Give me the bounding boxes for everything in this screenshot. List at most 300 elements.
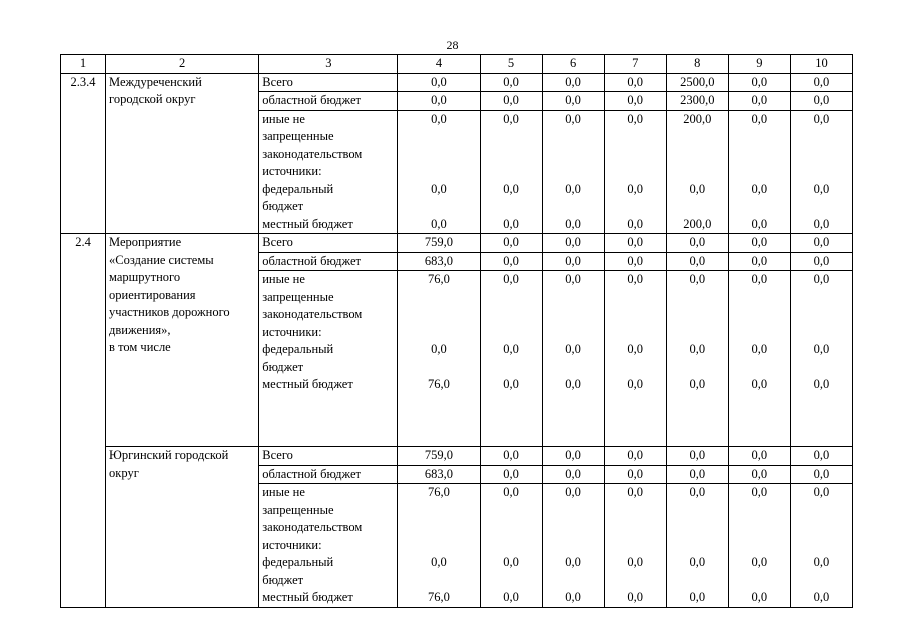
spacer [543,502,604,520]
source-label-line: бюджет [262,572,304,587]
value: 0,0 [503,485,519,499]
value: 0,0 [503,253,519,268]
spacer [729,146,790,164]
value-cell [398,92,480,111]
value-cell [480,234,542,253]
value-cell [666,252,728,271]
spacer [605,289,666,307]
source-label-cell [259,271,398,447]
source-label-line: иные не [262,272,305,286]
value-cell [790,110,852,234]
value-cell [480,110,542,234]
value-cell [728,252,790,271]
header-cell: 5 [480,55,542,74]
spacer [398,519,479,537]
value: 0,0 [813,555,830,569]
value: 76,0 [428,377,450,391]
spacer [605,324,666,342]
value-cell [604,447,666,466]
value: 0,0 [627,216,643,231]
value: 0,0 [751,74,768,89]
spacer [667,324,728,342]
value-cell [728,271,790,447]
value: 0,0 [431,216,447,231]
header-cell: 9 [728,55,790,74]
value: 0,0 [751,485,768,499]
value-cell [480,484,542,608]
value-cell [666,465,728,484]
row-name-line: Мероприятие [109,235,182,249]
spacer [398,572,479,590]
value: 0,0 [565,111,581,126]
source-label-line: федеральный [262,555,334,569]
row-name-line: движения», [109,322,171,337]
value: 76,0 [428,485,450,499]
row-name-line: Междуреченский [109,74,202,89]
spacer [398,306,479,324]
value: 0,0 [689,253,706,268]
value: 0,0 [503,235,519,249]
spacer [667,146,728,164]
value: 0,0 [627,253,643,268]
spacer [543,198,604,216]
row-code-cell [61,447,106,608]
value: 0,0 [751,93,768,107]
value: 0,0 [813,448,830,462]
spacer [605,146,666,164]
spacer [262,411,394,429]
table-row [61,234,853,253]
spacer [729,502,790,520]
spacer [791,146,852,164]
value-cell [398,252,480,271]
value: 0,0 [627,342,643,356]
spacer [605,502,666,520]
source-label-line: запрещенные [262,129,334,143]
value: 0,0 [503,74,519,89]
value: 0,0 [565,74,581,89]
value-cell [604,484,666,608]
value: 0,0 [627,555,643,569]
value-cell [728,110,790,234]
value-cell [728,447,790,466]
table-row [61,73,853,92]
source-label-line: законодательством [262,307,363,321]
source-label-line: федеральный [262,181,334,196]
value-cell [666,73,728,92]
value: 0,0 [627,93,643,107]
value: 0,0 [751,235,768,249]
value: 0,0 [689,448,706,462]
spacer [667,306,728,324]
spacer [729,537,790,555]
spacer [543,324,604,342]
spacer [543,359,604,377]
value: 0,0 [503,590,519,604]
spacer [729,289,790,307]
value: 0,0 [565,216,581,231]
header-cell: 7 [604,55,666,74]
value-cell [480,447,542,466]
value: 0,0 [689,181,706,196]
value-cell [728,484,790,608]
value: 0,0 [689,342,706,356]
spacer [729,128,790,146]
value-cell [666,110,728,234]
spacer [605,198,666,216]
spacer [605,359,666,377]
spacer [262,429,394,447]
source-label-line: запрещенные [262,289,334,304]
spacer [729,306,790,324]
source-label-cell [259,110,398,234]
spacer [791,537,852,555]
spacer [791,324,852,342]
value: 0,0 [565,181,581,196]
value: 0,0 [431,111,447,126]
row-code: 2.3.4 [70,74,96,89]
value: 0,0 [813,253,830,268]
value: 0,0 [503,448,519,462]
row-code-cell [61,234,106,447]
value-cell [542,92,604,111]
source-label-cell [259,92,398,111]
row-name-line: участников дорожного [109,305,230,319]
value: 0,0 [813,235,830,249]
spacer [398,198,479,216]
value: 0,0 [627,272,643,286]
source-label-line: иные не [262,485,305,499]
spacer [481,519,542,537]
spacer [791,163,852,181]
value-cell [790,234,852,253]
spacer [667,163,728,181]
spacer [481,163,542,181]
spacer [605,306,666,324]
spacer [605,572,666,590]
value: 0,0 [565,253,581,268]
header-cell: 3 [259,55,398,74]
value-cell [398,465,480,484]
spacer [667,502,728,520]
spacer [481,359,542,377]
row-code [64,447,102,465]
spacer [398,537,479,555]
spacer [398,502,479,520]
value: 0,0 [431,74,447,89]
value-cell [480,92,542,111]
value: 0,0 [751,377,768,391]
value: 0,0 [627,111,643,126]
value: 0,0 [431,181,447,196]
value-cell [666,484,728,608]
source-label-cell [259,465,398,484]
row-name-line: ориентирования [109,287,196,302]
value: 2300,0 [680,93,715,107]
spacer [481,537,542,555]
source-label-line: местный бюджет [262,377,353,391]
spacer [791,128,852,146]
spacer [791,198,852,216]
value: 0,0 [751,216,768,231]
value: 0,0 [751,555,768,569]
spacer [481,289,542,307]
spacer [543,146,604,164]
spacer [481,572,542,590]
value-cell [398,234,480,253]
value: 0,0 [503,555,519,569]
value: 0,0 [503,216,519,231]
spacer [667,289,728,307]
row-name-line: городской округ [109,92,196,106]
source-label-line: иные не [262,111,305,126]
value: 0,0 [689,555,706,569]
value: 759,0 [424,235,454,249]
row-name-cell [106,73,259,234]
value: 0,0 [565,93,581,107]
source-label: Всего [262,235,293,249]
value-cell [480,252,542,271]
value-cell [666,234,728,253]
value-cell [480,271,542,447]
value: 0,0 [751,466,768,481]
value: 0,0 [689,272,706,286]
value-cell [790,271,852,447]
spacer [543,306,604,324]
spacer [729,359,790,377]
value-cell [604,110,666,234]
spacer [667,537,728,555]
value-cell [666,271,728,447]
value: 0,0 [689,377,706,391]
source-label-line: федеральный [262,342,334,356]
source-label: Всего [262,448,293,462]
value-cell [790,73,852,92]
value-cell [480,73,542,92]
value: 0,0 [431,342,447,356]
value: 0,0 [431,555,447,569]
value: 0,0 [503,181,519,196]
value-cell [728,465,790,484]
spacer [605,537,666,555]
value: 0,0 [813,93,830,107]
value: 0,0 [503,93,519,107]
source-label-line: местный бюджет [262,216,353,231]
row-code-cell [61,73,106,234]
value-cell [790,252,852,271]
spacer [667,519,728,537]
value: 0,0 [627,485,643,499]
spacer [543,163,604,181]
value: 0,0 [813,485,830,499]
value: 0,0 [627,448,643,462]
source-label-line: бюджет [262,199,304,213]
spacer [791,572,852,590]
value: 0,0 [813,111,830,126]
value: 0,0 [813,181,830,196]
value-cell [604,271,666,447]
value: 200,0 [683,216,712,231]
value-cell [604,92,666,111]
value: 0,0 [431,93,447,107]
value-cell [542,110,604,234]
header-cell: 8 [666,55,728,74]
source-label-line: источники: [262,537,322,552]
value-cell [542,484,604,608]
value-cell [790,465,852,484]
value: 0,0 [751,253,768,268]
value: 0,0 [813,216,830,231]
value: 0,0 [565,342,581,356]
value-cell [542,252,604,271]
spacer [667,572,728,590]
value: 759,0 [424,448,454,462]
spacer [481,502,542,520]
value: 2500,0 [680,74,715,89]
spacer [543,572,604,590]
spacer [398,146,479,164]
row-name-cell [106,447,259,608]
value: 0,0 [751,272,768,286]
value: 76,0 [428,272,450,286]
spacer [398,324,479,342]
value-cell [542,234,604,253]
spacer [729,324,790,342]
value: 0,0 [627,466,643,481]
value: 0,0 [565,448,581,462]
header-cell: 10 [790,55,852,74]
value: 0,0 [627,590,643,604]
value-cell [542,73,604,92]
row-name-line: маршрутного [109,270,181,284]
value-cell [604,234,666,253]
header-row [61,55,853,74]
header-cell: 6 [542,55,604,74]
row-name-line: «Создание системы [109,252,214,267]
value-cell [604,73,666,92]
value-cell [542,271,604,447]
value: 0,0 [503,272,519,286]
source-label-line: источники: [262,164,322,178]
spacer [262,394,394,412]
spacer [667,198,728,216]
value: 0,0 [813,342,830,356]
value: 76,0 [428,590,450,604]
page-number: 28 [446,38,459,52]
value: 0,0 [503,377,519,391]
spacer [481,324,542,342]
source-label-cell [259,252,398,271]
value: 0,0 [503,342,519,356]
budget-table-wrapper [60,54,853,608]
value: 0,0 [565,555,581,569]
value-cell [398,484,480,608]
value: 0,0 [565,466,581,481]
spacer [791,519,852,537]
value-cell [398,73,480,92]
value: 0,0 [813,272,830,286]
source-label-cell [259,447,398,466]
value-cell [604,252,666,271]
value-cell [728,234,790,253]
value: 0,0 [813,74,830,89]
budget-table [60,54,853,608]
value: 0,0 [565,485,581,499]
source-label-line: законодательством [262,520,363,534]
source-label-cell [259,73,398,92]
value: 0,0 [627,74,643,89]
spacer [729,163,790,181]
spacer [543,537,604,555]
value-cell [542,465,604,484]
value: 0,0 [565,590,581,604]
source-label: Всего [262,74,293,89]
value-cell [398,110,480,234]
value-cell [398,271,480,447]
value: 0,0 [689,485,706,499]
spacer [398,359,479,377]
value-cell [790,447,852,466]
source-label-cell [259,234,398,253]
value: 0,0 [689,235,706,249]
spacer [729,198,790,216]
value: 0,0 [565,272,581,286]
spacer [543,289,604,307]
value: 0,0 [503,466,519,481]
value-cell [728,73,790,92]
spacer [398,128,479,146]
value-cell [790,92,852,111]
value-cell [480,465,542,484]
value: 0,0 [689,466,706,481]
value: 0,0 [627,235,643,249]
value: 200,0 [683,111,712,126]
spacer [729,572,790,590]
table-body [61,73,853,607]
header-cell: 4 [398,55,480,74]
source-label-cell [259,484,398,608]
header-cell: 1 [61,55,106,74]
value: 0,0 [751,590,768,604]
source-label-line: запрещенные [262,502,334,517]
spacer [729,519,790,537]
spacer [398,163,479,181]
spacer [481,128,542,146]
value-cell [542,447,604,466]
source-label-line: законодательством [262,146,363,161]
spacer [791,306,852,324]
value-cell [398,447,480,466]
spacer [481,198,542,216]
value: 0,0 [627,377,643,391]
source-label: областной бюджет [262,93,361,107]
value: 0,0 [751,342,768,356]
value-cell [666,447,728,466]
value-cell [666,92,728,111]
value-cell [728,92,790,111]
spacer [791,359,852,377]
value: 0,0 [627,181,643,196]
spacer [481,146,542,164]
spacer [605,163,666,181]
spacer [398,289,479,307]
row-name-cell [106,234,259,447]
spacer [543,519,604,537]
spacer [605,128,666,146]
value: 0,0 [689,590,706,604]
value: 0,0 [813,377,830,391]
value: 0,0 [813,466,830,481]
